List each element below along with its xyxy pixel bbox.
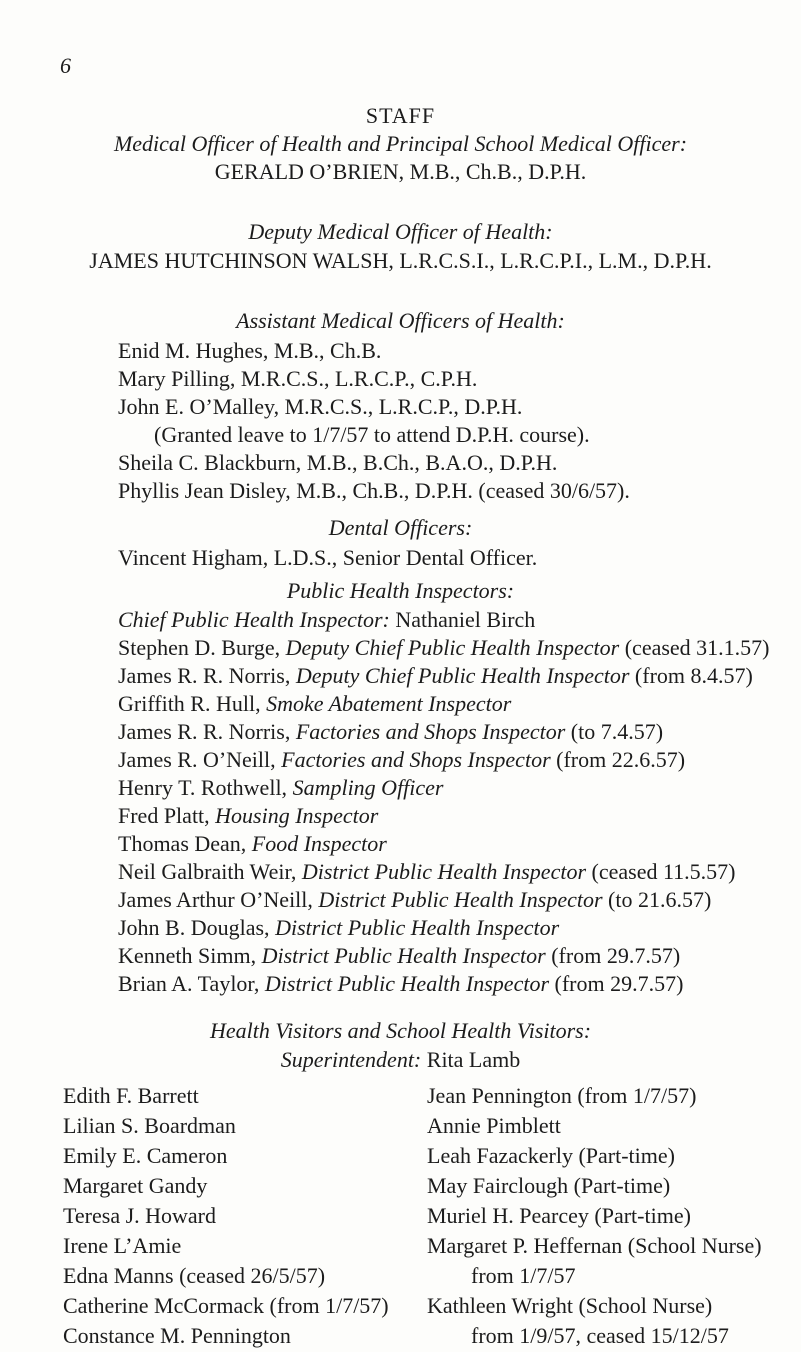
hv-left-item: Margaret Gandy xyxy=(63,1173,208,1198)
phi-entry xyxy=(118,746,770,774)
hv-left-column xyxy=(63,1082,389,1352)
hv-left-item: Catherine McCormack (from 1/7/57) xyxy=(63,1293,389,1318)
assistant-list xyxy=(118,337,630,505)
phi-name: James R. O’Neill, xyxy=(118,747,282,772)
dental-line: Vincent Higham, L.D.S., Senior Dental Officer. xyxy=(118,545,538,570)
hv-left-item: Edna Manns (ceased 26/5/57) xyxy=(63,1263,326,1288)
phi-entry xyxy=(118,690,770,718)
phi-title: Food Inspector xyxy=(251,831,387,856)
phi-entry xyxy=(118,774,770,802)
hv-right-item: May Fairclough (Part-time) xyxy=(427,1173,671,1198)
page-title: STAFF xyxy=(365,103,436,128)
hv-superintendent xyxy=(0,1046,801,1074)
hv-right-item: from 1/9/57, ceased 15/12/57 xyxy=(471,1323,729,1348)
hv-right-column xyxy=(427,1082,762,1352)
list-item: Enid M. Hughes, M.B., Ch.B. xyxy=(118,338,382,363)
hv-right-item: Margaret P. Heffernan (School Nurse) xyxy=(427,1233,762,1258)
superintendent-name: Rita Lamb xyxy=(421,1047,521,1072)
phi-note: (from 29.7.57) xyxy=(549,971,684,996)
list-item: Sheila C. Blackburn, M.B., B.Ch., B.A.O., D.P.H. xyxy=(118,450,558,475)
phi-entry xyxy=(118,942,770,970)
phi-note: Nathaniel Birch xyxy=(389,607,536,632)
phi-entry xyxy=(118,718,770,746)
phi-note: (from 8.4.57) xyxy=(629,663,753,688)
list-item: John E. O’Malley, M.R.C.S., L.R.C.P., D.P.H. xyxy=(118,394,523,419)
phi-entry xyxy=(118,606,770,634)
hv-heading: Health Visitors and School Health Visitors: xyxy=(209,1018,592,1043)
phi-name: Stephen D. Burge, xyxy=(118,635,286,660)
phi-list xyxy=(118,606,770,998)
phi-note: (to 21.6.57) xyxy=(602,887,712,912)
phi-name: Henry T. Rothwell, xyxy=(118,775,293,800)
phi-title: Factories and Shops Inspector xyxy=(281,747,551,772)
hv-left-item: Irene L’Amie xyxy=(63,1233,182,1258)
phi-title: District Public Health Inspector xyxy=(264,971,550,996)
phi-name: Kenneth Simm, xyxy=(118,943,262,968)
phi-note: (to 7.4.57) xyxy=(565,719,664,744)
phi-title: District Public Health Inspector xyxy=(275,915,560,940)
hv-right-item: Muriel H. Pearcey (Part-time) xyxy=(427,1203,691,1228)
hv-right-item: Leah Fazackerly (Part-time) xyxy=(427,1143,675,1168)
list-item: Phyllis Jean Disley, M.B., Ch.B., D.P.H. (ceased 30/6/57). xyxy=(118,478,630,503)
phi-title: Chief Public Health Inspector: xyxy=(118,607,390,632)
phi-name: Fred Platt, xyxy=(118,803,216,828)
hv-right-item: Annie Pimblett xyxy=(427,1113,561,1138)
phi-entry xyxy=(118,802,770,830)
phi-name: James Arthur O’Neill, xyxy=(118,887,319,912)
phi-title: Housing Inspector xyxy=(215,803,379,828)
phi-note: (ceased 31.1.57) xyxy=(619,635,770,660)
moh-name: GERALD O’BRIEN, M.B., Ch.B., D.P.H. xyxy=(214,159,587,184)
phi-note: (ceased 11.5.57) xyxy=(586,859,736,884)
phi-note: (from 22.6.57) xyxy=(550,747,686,772)
phi-entry xyxy=(118,886,770,914)
hv-right-item: Jean Pennington (from 1/7/57) xyxy=(427,1083,697,1108)
assistant-heading: Assistant Medical Officers of Health: xyxy=(236,308,565,333)
phi-entry xyxy=(118,662,770,690)
hv-left-item: Emily E. Cameron xyxy=(63,1143,228,1168)
hv-left-item: Lilian S. Boardman xyxy=(63,1113,236,1138)
phi-title: District Public Health Inspector xyxy=(301,859,587,884)
list-item: Mary Pilling, M.R.C.S., L.R.C.P., C.P.H. xyxy=(118,366,478,391)
phi-name: James R. R. Norris, xyxy=(118,719,296,744)
phi-note: (from 29.7.57) xyxy=(545,943,681,968)
phi-name: Thomas Dean, xyxy=(118,831,252,856)
phi-name: Griffith R. Hull, xyxy=(118,691,267,716)
page-number: 6 xyxy=(60,53,71,78)
phi-title: Deputy Chief Public Health Inspector xyxy=(285,635,620,660)
phi-title: Sampling Officer xyxy=(292,775,444,800)
hv-right-item: Kathleen Wright (School Nurse) xyxy=(427,1293,713,1318)
hv-left-item: Edith F. Barrett xyxy=(63,1083,199,1108)
dental-heading: Dental Officers: xyxy=(328,515,473,540)
hv-left-item: Teresa J. Howard xyxy=(63,1203,217,1228)
phi-entry xyxy=(118,970,770,998)
phi-title: Smoke Abatement Inspector xyxy=(266,691,512,716)
phi-entry xyxy=(118,858,770,886)
phi-title: District Public Health Inspector xyxy=(318,887,603,912)
list-item-note: (Granted leave to 1/7/57 to attend D.P.H. course). xyxy=(154,422,590,447)
phi-entry xyxy=(118,830,770,858)
phi-title: Factories and Shops Inspector xyxy=(295,719,566,744)
deputy-role: Deputy Medical Officer of Health: xyxy=(248,219,553,244)
hv-right-item: from 1/7/57 xyxy=(471,1263,576,1288)
phi-name: Neil Galbraith Weir, xyxy=(118,859,302,884)
phi-name: John B. Douglas, xyxy=(118,915,276,940)
phi-title: Deputy Chief Public Health Inspector xyxy=(295,663,630,688)
moh-role: Medical Officer of Health and Principal School Medical Officer: xyxy=(113,131,688,156)
phi-entry xyxy=(118,914,770,942)
phi-name: James R. R. Norris, xyxy=(118,663,296,688)
phi-name: Brian A. Taylor, xyxy=(118,971,265,996)
phi-entry xyxy=(118,634,770,662)
deputy-name: JAMES HUTCHINSON WALSH, L.R.C.S.I., L.R.C.P.I., L.M., D.P.H. xyxy=(89,248,712,273)
superintendent-label: Superintendent: xyxy=(280,1047,422,1072)
phi-heading: Public Health Inspectors: xyxy=(286,578,515,603)
phi-title: District Public Health Inspector xyxy=(261,943,546,968)
hv-left-item: Constance M. Pennington xyxy=(63,1323,291,1348)
